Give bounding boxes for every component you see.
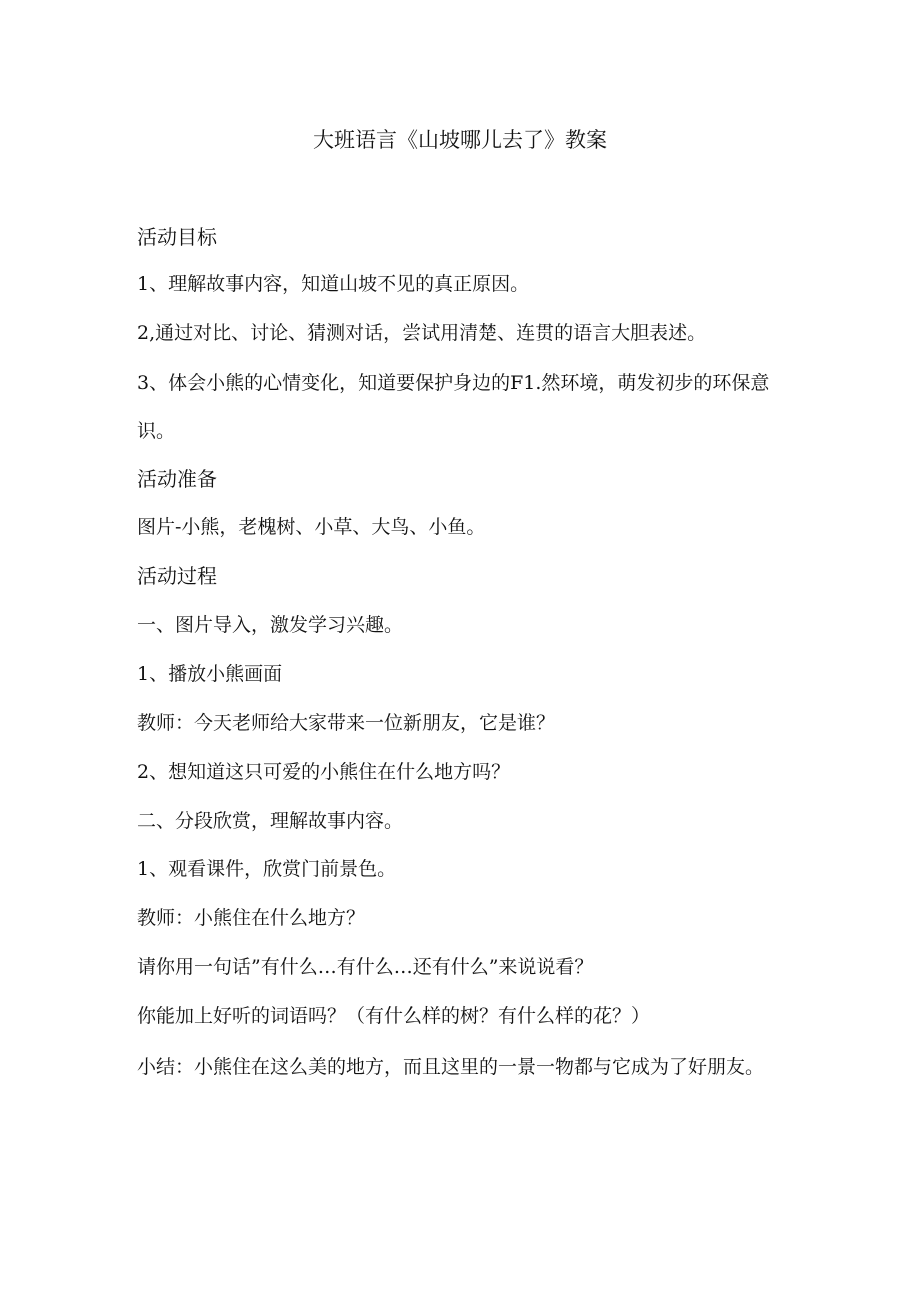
section-heading-process: 活动过程 [137,564,217,588]
process-item: 2、想知道这只可爱的小熊住在什么地方吗？ [137,761,511,783]
process-item: 你能加上好听的词语吗？（有什么样的树？有什么样的花？） [137,1005,651,1027]
process-item-summary: 小结：小熊住在这么美的地方，而且这里的一景一物都与它成为了好朋友。 [137,1056,765,1078]
process-item: 1、观看课件，欣赏门前景色。 [137,858,397,880]
document-title: 大班语言《山坡哪儿去了》教案 [313,128,607,152]
section-heading-goals: 活动目标 [137,225,217,249]
goal-item-3: 3、体会小熊的心情变化，知道要保护身边的F1.然环境，萌发初步的环保意识。 [137,372,770,442]
process-item: 一、图片导入，激发学习兴趣。 [137,614,404,636]
preparation-item-1: 图片-小熊，老槐树、小草、大鸟、小鱼。 [137,516,486,538]
goal-item-2: 2,通过对比、讨论、猜测对话，尝试用清楚、连贯的语言大胆表述。 [137,322,707,344]
process-item: 二、分段欣赏，理解故事内容。 [137,810,404,832]
process-item: 1、播放小熊画面 [137,663,283,685]
process-item: 教师：今天老师给大家带来一位新朋友，它是谁？ [137,712,556,734]
section-heading-preparation: 活动准备 [137,467,217,491]
goal-item-1: 1、理解故事内容，知道山坡不见的真正原因。 [137,273,530,295]
process-item: 教师：小熊住在什么地方？ [137,907,366,929]
process-item: 请你用一句话”有什么…有什么…还有什么”来说说看？ [137,956,594,978]
